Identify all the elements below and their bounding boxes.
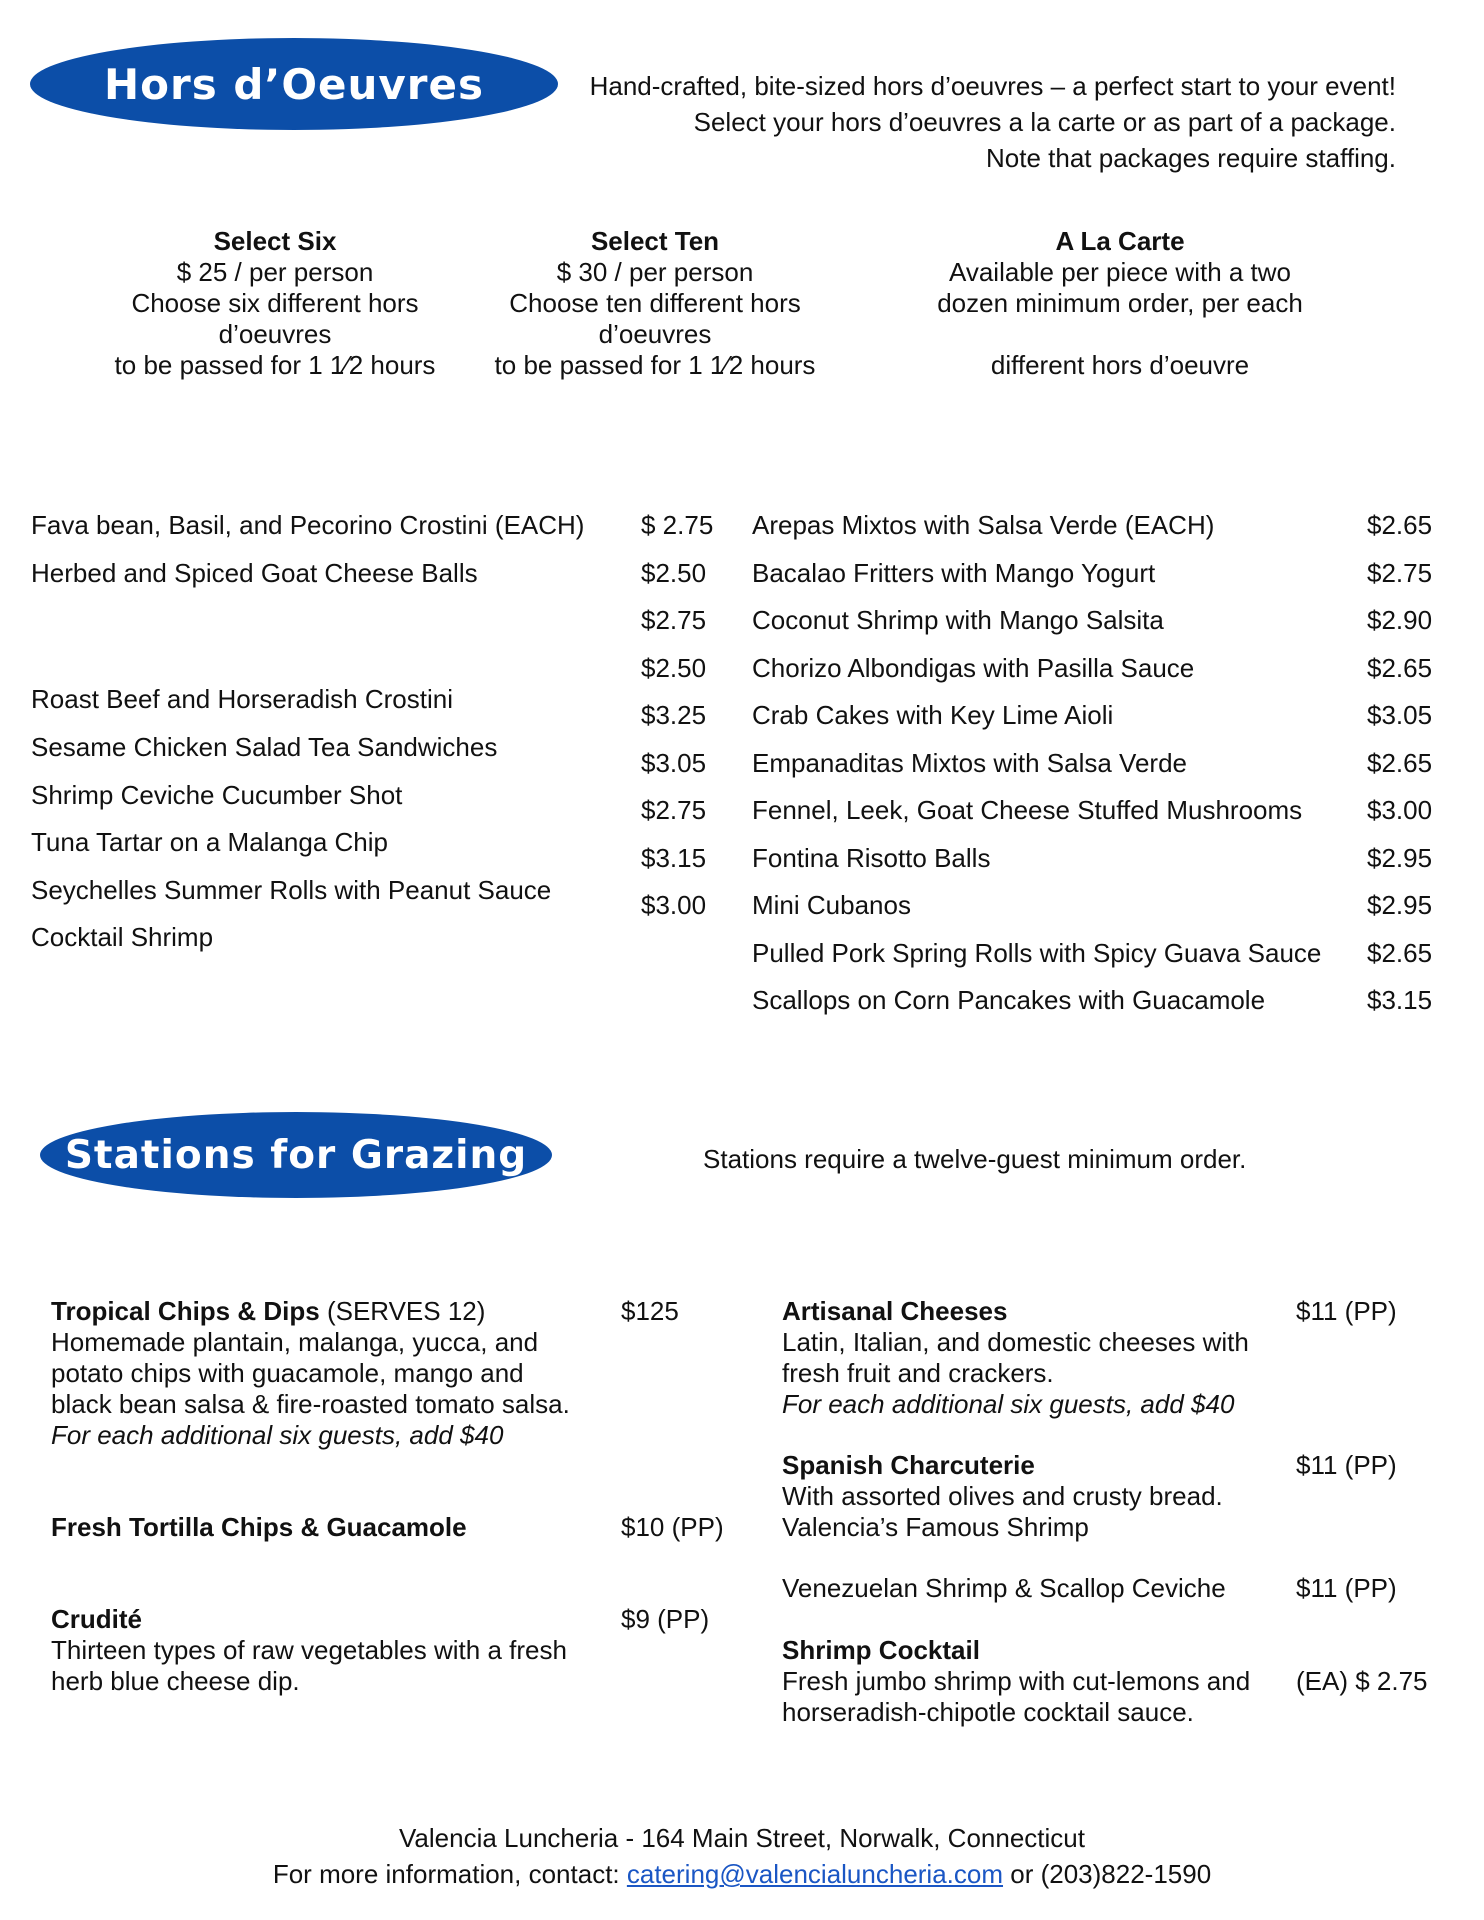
right-item: Scallops on Corn Pancakes with Guacamole: [752, 985, 1266, 1015]
left-item: Fava bean, Basil, and Pecorino Crostini (EACH): [31, 510, 585, 540]
right-price: $2.95: [1367, 890, 1433, 920]
station-desc: Thirteen types of raw vegetables with a fresh: [51, 1635, 567, 1665]
hors-doeuvres-heading-oval: [30, 38, 558, 130]
package-line: d’oeuvres: [218, 319, 332, 349]
package-a-la-carte: [910, 226, 1330, 381]
right-item: Arepas Mixtos with Salsa Verde (EACH): [752, 510, 1215, 540]
left-price: $ 2.75: [641, 510, 714, 540]
station-artisanal-cheeses: [782, 1296, 1282, 1420]
package-line: to be passed for 1 1⁄2 hours: [494, 350, 816, 380]
left-price: $2.75: [641, 795, 707, 825]
right-price: $2.95: [1367, 843, 1433, 873]
station-ceviche: [782, 1573, 1282, 1604]
station-price: $11 (PP): [1296, 1450, 1397, 1480]
station-tortilla-chips: [51, 1512, 611, 1543]
station-desc: Latin, Italian, and domestic cheeses with: [782, 1327, 1249, 1357]
package-line: dozen minimum order, per each: [937, 288, 1303, 318]
package-line: Choose ten different hors: [509, 288, 801, 318]
right-price: $2.65: [1367, 510, 1433, 540]
package-title: Select Six: [213, 226, 337, 256]
left-item: Herbed and Spiced Goat Cheese Balls: [31, 558, 478, 588]
station-price: (EA) $ 2.75: [1296, 1666, 1428, 1696]
right-price: $2.90: [1367, 605, 1433, 635]
left-item: Roast Beef and Horseradish Crostini: [31, 684, 453, 714]
right-price: $3.05: [1367, 700, 1433, 730]
package-price: $ 25 / per person: [176, 257, 374, 287]
right-item: Empanaditas Mixtos with Salsa Verde: [752, 748, 1187, 778]
left-price: $2.50: [641, 558, 707, 588]
station-desc: herb blue cheese dip.: [51, 1666, 300, 1696]
station-price: $11 (PP): [1296, 1296, 1397, 1326]
station-name: Crudité: [51, 1604, 142, 1634]
station-name: Spanish Charcuterie: [782, 1450, 1035, 1480]
intro-line-1: Hand-crafted, bite-sized hors d’oeuvres – a perfect start to your event!: [589, 71, 1396, 101]
station-name: Artisanal Cheeses: [782, 1296, 1008, 1326]
footer-contact: [0, 1856, 1484, 1892]
station-desc: With assorted olives and crusty bread.: [782, 1481, 1223, 1511]
station-desc: black bean salsa & fire-roasted tomato salsa.: [51, 1389, 570, 1419]
right-item: Fennel, Leek, Goat Cheese Stuffed Mushrooms: [752, 795, 1303, 825]
right-item: Bacalao Fritters with Mango Yogurt: [752, 558, 1156, 588]
station-additional-note: For each additional six guests, add $40: [782, 1389, 1235, 1419]
package-select-six: [95, 226, 455, 381]
package-price: Available per piece with a two: [948, 257, 1292, 287]
station-tropical-chips: [51, 1296, 611, 1451]
station-additional-note: For each additional six guests, add $40: [51, 1420, 504, 1450]
station-desc: Valencia’s Famous Shrimp: [782, 1512, 1089, 1542]
station-desc: fresh fruit and crackers.: [782, 1358, 1054, 1388]
package-title: Select Ten: [590, 226, 720, 256]
left-price: $3.05: [641, 748, 707, 778]
station-name: Tropical Chips & Dips: [51, 1296, 320, 1326]
package-line: different hors d’oeuvre: [990, 350, 1250, 380]
station-price: $9 (PP): [621, 1604, 710, 1634]
station-name: Venezuelan Shrimp & Scallop Ceviche: [782, 1573, 1226, 1603]
right-item: Mini Cubanos: [752, 890, 911, 920]
right-item: Crab Cakes with Key Lime Aioli: [752, 700, 1114, 730]
email-link[interactable]: catering@valencialuncheria.com: [626, 1859, 1004, 1889]
right-item: Chorizo Albondigas with Pasilla Sauce: [752, 653, 1195, 683]
hors-doeuvres-heading: Hors d’Oeuvres: [103, 59, 485, 109]
left-price: $3.25: [641, 700, 707, 730]
contact-prefix: For more information, contact:: [272, 1859, 627, 1889]
station-price: $11 (PP): [1296, 1573, 1397, 1603]
right-item: Coconut Shrimp with Mango Salsita: [752, 605, 1164, 635]
left-item: Cocktail Shrimp: [31, 922, 214, 952]
contact-suffix: or (203)822-1590: [1003, 1859, 1212, 1889]
station-desc: Homemade plantain, malanga, yucca, and: [51, 1327, 539, 1357]
station-crudite: [51, 1604, 611, 1697]
station-desc: horseradish-chipotle cocktail sauce.: [782, 1697, 1194, 1727]
right-price: $2.75: [1367, 558, 1433, 588]
stations-note: Stations require a twelve-guest minimum order.: [703, 1144, 1247, 1174]
right-item: Pulled Pork Spring Rolls with Spicy Guava Sauce: [752, 938, 1322, 968]
left-price: $3.00: [641, 890, 707, 920]
intro-line-3: Note that packages require staffing.: [986, 143, 1396, 173]
right-item: Fontina Risotto Balls: [752, 843, 991, 873]
right-price: $2.65: [1367, 653, 1433, 683]
station-serves: (SERVES 12): [319, 1296, 486, 1326]
station-name: Fresh Tortilla Chips & Guacamole: [51, 1512, 467, 1542]
package-line: [910, 319, 1330, 350]
right-price: $2.65: [1367, 748, 1433, 778]
hors-intro: [496, 68, 1396, 176]
right-price: $3.00: [1367, 795, 1433, 825]
station-name: Shrimp Cocktail: [782, 1635, 980, 1665]
left-price: $2.75: [641, 605, 707, 635]
left-item: Seychelles Summer Rolls with Peanut Sauce: [31, 875, 552, 905]
package-line: to be passed for 1 1⁄2 hours: [114, 350, 436, 380]
right-price: $3.15: [1367, 985, 1433, 1015]
left-price: $3.15: [641, 843, 707, 873]
right-price: $2.65: [1367, 938, 1433, 968]
package-line: Choose six different hors: [131, 288, 419, 318]
stations-heading: Stations for Grazing: [64, 1132, 528, 1178]
station-spanish-charcuterie: [782, 1450, 1282, 1543]
left-item: Tuna Tartar on a Malanga Chip: [31, 827, 388, 857]
station-desc: Fresh jumbo shrimp with cut-lemons and: [782, 1666, 1251, 1696]
left-item: Shrimp Ceviche Cucumber Shot: [31, 780, 403, 810]
package-line: d’oeuvres: [598, 319, 712, 349]
stations-heading-oval: [40, 1112, 552, 1198]
package-select-ten: [475, 226, 835, 381]
station-shrimp-cocktail: [782, 1635, 1282, 1728]
station-price: $10 (PP): [621, 1512, 724, 1542]
footer-address: Valencia Luncheria - 164 Main Street, Norwalk, Connecticut: [399, 1823, 1085, 1853]
package-price: $ 30 / per person: [556, 257, 754, 287]
intro-line-2: Select your hors d’oeuvres a la carte or as part of a package.: [693, 107, 1396, 137]
station-price: $125: [621, 1296, 679, 1326]
station-desc: potato chips with guacamole, mango and: [51, 1358, 524, 1388]
package-title: A La Carte: [1055, 226, 1185, 256]
left-item: Sesame Chicken Salad Tea Sandwiches: [31, 732, 498, 762]
left-price: $2.50: [641, 653, 707, 683]
